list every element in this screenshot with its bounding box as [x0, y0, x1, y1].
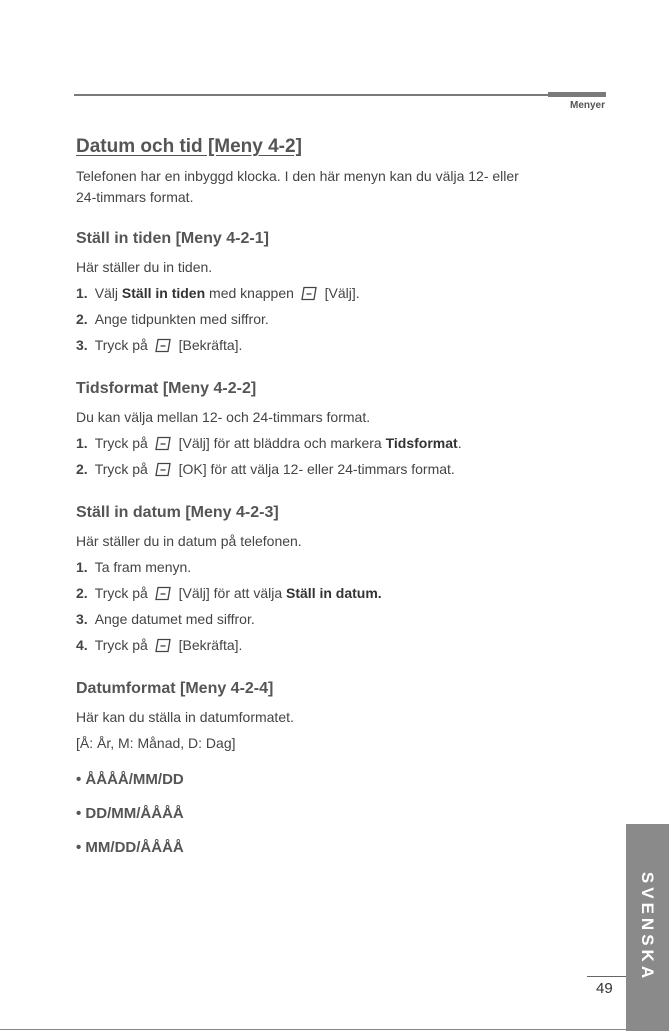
- sections: [76, 230, 596, 658]
- step: [76, 632, 596, 658]
- step-number: 4.: [76, 637, 88, 653]
- step-text: Välj: [94, 285, 122, 301]
- step-text: Ta fram menyn.: [94, 559, 192, 575]
- step: [76, 430, 596, 456]
- step-number: 1.: [76, 559, 88, 575]
- step: [76, 306, 596, 332]
- step-text: Tryck på: [94, 461, 152, 477]
- step-number: 2.: [76, 461, 88, 477]
- soft-key-icon: [155, 583, 172, 598]
- section-heading: Ställ in tiden [Meny 4-2-1]: [76, 230, 269, 247]
- step: [76, 456, 596, 482]
- page-number: 49: [596, 980, 613, 997]
- step-text: [Välj] för att välja: [174, 585, 287, 601]
- format-option: • DD/MM/ÅÅÅÅ: [76, 805, 184, 822]
- step-text: .: [457, 435, 462, 451]
- step-number: 3.: [76, 611, 88, 627]
- page-title: Datum och tid [Meny 4-2]: [76, 136, 302, 157]
- format-legend: [Å: År, M: Månad, D: Dag]: [76, 735, 236, 751]
- step-text: Ange tidpunkten med siffror.: [94, 311, 269, 327]
- section-heading: Ställ in datum [Meny 4-2-3]: [76, 504, 279, 521]
- step-text: Tryck på: [94, 637, 152, 653]
- top-rule: [74, 94, 606, 96]
- step-number: 1.: [76, 285, 88, 301]
- step: [76, 580, 596, 606]
- step-text: [Bekräfta].: [174, 637, 243, 653]
- soft-key-icon: [155, 433, 172, 448]
- section-heading: Datumformat [Meny 4-2-4]: [76, 680, 274, 697]
- step-text: [Bekräfta].: [174, 337, 243, 353]
- step-text: Tryck på: [94, 585, 152, 601]
- step: [76, 280, 596, 306]
- soft-key-icon: [155, 335, 172, 350]
- intro-line-1: Telefonen har en inbyggd klocka. I den här menyn kan du välja 12- eller: [76, 168, 519, 184]
- step-text: Ange datumet med siffror.: [94, 611, 255, 627]
- step-bold: Ställ in tiden: [121, 285, 206, 301]
- step-number: 3.: [76, 337, 88, 353]
- format-desc: Här kan du ställa in datumformatet.: [76, 709, 294, 725]
- page-number-rule: [587, 976, 626, 977]
- section-desc: Här ställer du in datum på telefonen.: [76, 533, 302, 549]
- section-desc: Du kan välja mellan 12- och 24-timmars format.: [76, 409, 371, 425]
- step-text: [Välj] för att bläddra och markera: [174, 435, 386, 451]
- section-desc: Här ställer du in tiden.: [76, 259, 213, 275]
- step-text: [Välj].: [320, 285, 360, 301]
- step-text: med knappen: [205, 285, 298, 301]
- page-content: [76, 136, 596, 858]
- soft-key-icon: [155, 459, 172, 474]
- step-text: [OK] för att välja 12- eller 24-timmars format.: [174, 461, 455, 477]
- section-label: Menyer: [569, 100, 605, 111]
- step: [76, 332, 596, 358]
- step-text: Tryck på: [94, 435, 152, 451]
- top-rule-accent: [548, 92, 606, 97]
- step-bold: Tidsformat: [385, 435, 458, 451]
- soft-key-icon: [155, 635, 172, 650]
- section-heading: Tidsformat [Meny 4-2-2]: [76, 380, 257, 397]
- step-text: Tryck på: [94, 337, 152, 353]
- format-option: • MM/DD/ÅÅÅÅ: [76, 839, 184, 856]
- step: [76, 606, 596, 632]
- step-bold: Ställ in datum.: [286, 585, 382, 601]
- bottom-rule: [0, 1029, 626, 1030]
- intro-line-2: 24-timmars format.: [76, 189, 194, 205]
- step-number: 2.: [76, 585, 88, 601]
- soft-key-icon: [301, 283, 318, 298]
- format-option: • ÅÅÅÅ/MM/DD: [76, 771, 184, 788]
- step-number: 1.: [76, 435, 88, 451]
- language-tab-label: SVENSKA: [638, 871, 657, 983]
- step: [76, 554, 596, 580]
- step-number: 2.: [76, 311, 88, 327]
